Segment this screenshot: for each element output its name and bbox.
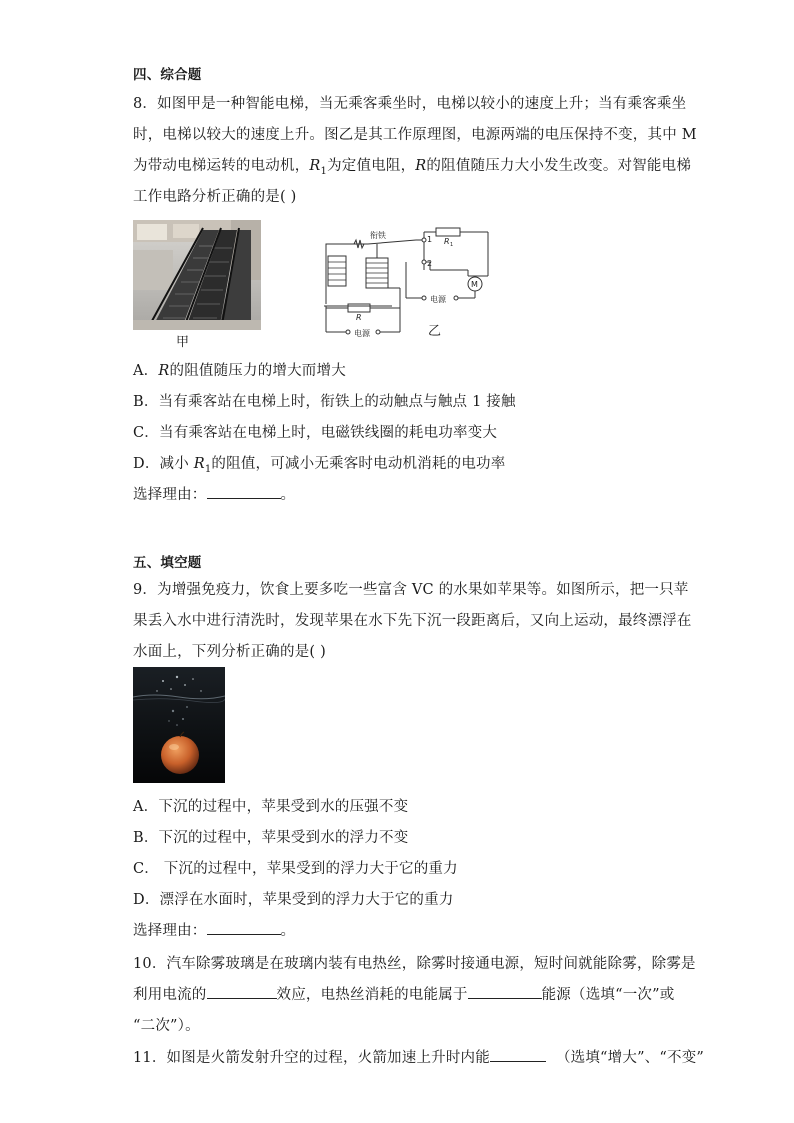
fill-blank-internal-energy[interactable]	[490, 1047, 546, 1062]
option-text: 的阻值，可减小无乘客时电动机消耗的电功率	[211, 456, 506, 472]
subscript: 1	[204, 463, 212, 475]
label-contact-1: 1	[427, 235, 433, 244]
label-r: R	[356, 313, 362, 322]
question-8-line-4: 工作电路分析正确的是( )	[133, 189, 297, 205]
variable-r: R	[415, 158, 427, 174]
question-8-line-2: 时，电梯以较大的速度上升。图乙是其工作原理图，电源两端的电压保持不变，其中 M	[133, 127, 697, 143]
figure-caption-jia: 甲	[176, 335, 190, 350]
text-span: 利用电流的	[133, 987, 207, 1003]
option-letter: D．减小	[133, 456, 194, 472]
section-heading: 四、综合题	[133, 67, 202, 83]
reason-label: 选择理由：	[133, 487, 207, 503]
question-9-line-1: 9．为增强免疫力，饮食上要多吃一些富含 VC 的水果如苹果等。如图所示，把一只苹	[133, 582, 689, 598]
section-heading: 五、填空题	[133, 555, 202, 571]
q9-option-d: D．漂浮在水面时，苹果受到的浮力大于它的重力	[133, 892, 454, 908]
figure-caption-yi: 乙	[428, 324, 442, 339]
variable-r: R	[158, 363, 170, 379]
label-armature: 衔铁	[370, 231, 386, 240]
question-8-line-3	[133, 154, 691, 177]
q8-option-a	[133, 359, 346, 380]
apple-in-water-photo	[133, 667, 225, 783]
q8-option-c: C．当有乘客站在电梯上时，电磁铁线圈的耗电功率变大	[133, 425, 498, 441]
question-10-line-2	[133, 983, 674, 1004]
fill-blank-energy[interactable]	[468, 984, 542, 999]
option-letter: A．	[133, 363, 159, 379]
question-10-line-1: 10．汽车除雾玻璃是在玻璃内装有电热丝，除雾时接通电源，短时间就能除雾，除雾是	[133, 956, 696, 972]
period: 。	[280, 487, 296, 503]
option-text: 的阻值随压力的增大而增大	[169, 363, 346, 379]
reason-blank[interactable]	[207, 484, 281, 499]
circuit-diagram	[318, 226, 496, 340]
label-contact-2: 2	[427, 259, 433, 268]
q9-option-b: B．下沉的过程中，苹果受到水的浮力不变	[133, 830, 409, 846]
subscript: 1	[320, 165, 328, 177]
text-span: 的阻值随压力大小发生改变。对智能电梯	[426, 158, 692, 174]
text-span: 效应，电热丝消耗的电能属于	[276, 987, 468, 1003]
text-span: 为定值电阻，	[327, 158, 416, 174]
question-11-line-1	[133, 1046, 704, 1067]
q9-option-c: C． 下沉的过程中，苹果受到的浮力大于它的重力	[133, 861, 458, 877]
question-9-line-2: 果丢入水中进行清洗时，发现苹果在水下先下沉一段距离后，又向上运动，最终漂浮在	[133, 613, 692, 629]
reason-blank[interactable]	[207, 920, 281, 935]
label-power-right: 电源	[430, 295, 446, 304]
text-span: 能源（选填“一次”或	[541, 987, 675, 1003]
question-8-line-1: 8．如图甲是一种智能电梯，当无乘客乘坐时，电梯以较小的速度上升；当有乘客乘坐	[133, 96, 687, 112]
period: 。	[280, 923, 296, 939]
escalator-photo	[133, 220, 261, 330]
q9-reason-line	[133, 919, 295, 940]
variable-r1: R	[193, 456, 205, 472]
q8-reason-line	[133, 483, 295, 504]
question-9-line-3: 水面上，下列分析正确的是( )	[133, 644, 326, 660]
q8-option-d	[133, 452, 505, 475]
question-10-line-3: “二次”）。	[133, 1018, 200, 1034]
text-span: 11．如图是火箭发射升空的过程，火箭加速上升时内能	[133, 1050, 490, 1066]
text-span: （选填“增大”、“不变”	[555, 1050, 705, 1066]
reason-label: 选择理由：	[133, 923, 207, 939]
label-power-bottom: 电源	[354, 329, 370, 338]
fill-blank-effect[interactable]	[207, 984, 277, 999]
q8-option-b: B．当有乘客站在电梯上时，衔铁上的动触点与触点 1 接触	[133, 394, 516, 410]
label-motor: M	[471, 280, 478, 289]
variable-r1: R	[309, 158, 321, 174]
q9-option-a: A．下沉的过程中，苹果受到水的压强不变	[133, 799, 409, 815]
label-r1-sub: 1	[450, 242, 454, 248]
label-r1: R	[444, 237, 450, 246]
text-span: 为带动电梯运转的电动机，	[133, 158, 310, 174]
